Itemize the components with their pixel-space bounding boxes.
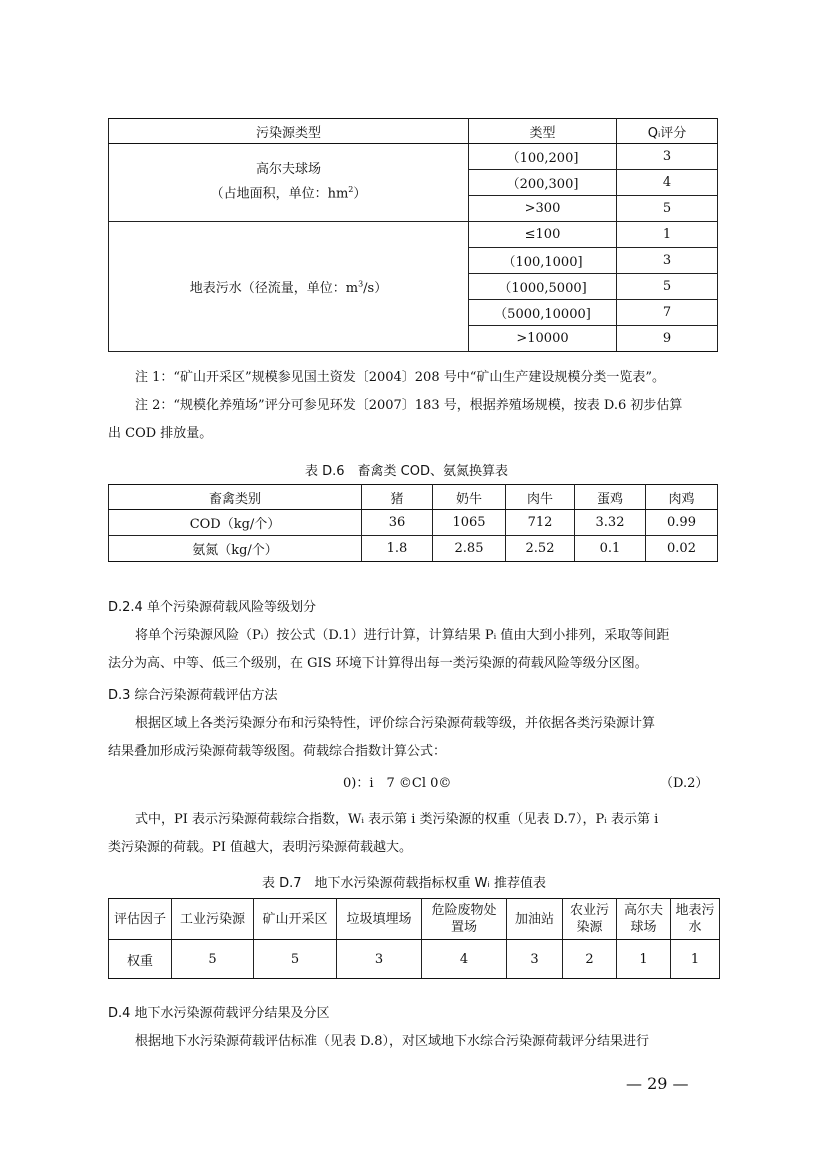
header-cell: 地表污水 bbox=[671, 899, 720, 940]
header-cell: 肉鸡 bbox=[646, 485, 718, 510]
header-cell: 蛋鸡 bbox=[575, 485, 646, 510]
table-cell: 0.02 bbox=[646, 536, 718, 562]
type-cell: （100,1000] bbox=[469, 248, 617, 274]
golf-course-label bbox=[109, 144, 469, 222]
section-d24-para-line2: 法分为高、中等、低三个级别，在 GIS 环境下计算得出每一类污染源的荷载风险等级分区图。 bbox=[108, 656, 648, 671]
table-cell: 0.1 bbox=[575, 536, 646, 562]
table-cell: COD（kg/个） bbox=[109, 510, 362, 536]
formula-number: （D.2） bbox=[660, 776, 709, 791]
pollution-source-score-table bbox=[108, 118, 718, 352]
table-cell: 0.99 bbox=[646, 510, 718, 536]
golf-label-line2 bbox=[109, 180, 468, 204]
table-cell: 氨氮（kg/个） bbox=[109, 536, 362, 562]
section-d3-para-line1: 根据区域上各类污染源分布和污染特性，评价综合污染源荷载等级，并依据各类污染源计算 bbox=[135, 716, 656, 731]
formula-desc-line1: 式中，PI 表示污染源荷载综合指数，Wᵢ 表示第 i 类污染源的权重（见表 D.7），Pᵢ 表示第 i bbox=[135, 812, 659, 827]
section-d3-para-line2: 结果叠加形成污染源荷载等级图。荷载综合指数计算公式： bbox=[108, 744, 447, 759]
section-d24-heading: D.2.4 单个污染源荷载风险等级划分 bbox=[108, 600, 316, 615]
water-label-text: 地表污水（径流量，单位：m bbox=[189, 281, 359, 296]
table-d7-caption: 表 D.7 地下水污染源荷载指标权重 Wᵢ 推荐值表 bbox=[262, 876, 546, 891]
type-cell: >10000 bbox=[469, 326, 617, 352]
type-cell: （200,300] bbox=[469, 170, 617, 196]
type-cell: （100,200] bbox=[469, 144, 617, 170]
section-d4-para-line1: 根据地下水污染源荷载评估标准（见表 D.8），对区域地下水综合污染源荷载评分结果进行 bbox=[135, 1034, 649, 1049]
table-row bbox=[109, 510, 718, 536]
table-header-row bbox=[109, 899, 720, 940]
header-cell: 奶牛 bbox=[433, 485, 506, 510]
surface-sewage-label bbox=[109, 222, 469, 352]
table-header-row bbox=[109, 119, 718, 144]
score-cell: 5 bbox=[617, 196, 718, 222]
table-row bbox=[109, 940, 720, 979]
header-cell: 农业污染源 bbox=[563, 899, 617, 940]
weight-cell: 4 bbox=[422, 940, 507, 979]
water-label-close: /s） bbox=[363, 281, 388, 296]
table-d6-caption: 表 D.6 畜禽类 COD、氨氮换算表 bbox=[305, 464, 508, 479]
note-1: 注 1：“矿山开采区”规模参见国土资发〔2004〕208 号中“矿山生产建设规模分类一览表”。 bbox=[135, 370, 666, 385]
table-row bbox=[109, 536, 718, 562]
header-cell: 肉牛 bbox=[506, 485, 575, 510]
score-cell: 7 bbox=[617, 300, 718, 326]
note-2-line2: 出 COD 排放量。 bbox=[108, 426, 213, 441]
type-cell: >300 bbox=[469, 196, 617, 222]
header-cell: 污染源类型 bbox=[109, 119, 469, 144]
score-cell: 5 bbox=[617, 274, 718, 300]
page-number: — 29 — bbox=[626, 1074, 689, 1093]
golf-label-line1: 高尔夫球场 bbox=[255, 162, 321, 178]
table-cell: 3.32 bbox=[575, 510, 646, 536]
section-d4-heading: D.4 地下水污染源荷载评分结果及分区 bbox=[108, 1006, 330, 1021]
weight-cell: 5 bbox=[254, 940, 337, 979]
golf-label-sup: 2 bbox=[348, 185, 354, 195]
note-2-line1: 注 2：“规模化养殖场”评分可参见环发〔2007〕183 号，根据养殖场规模，按表 D.6 初步估算 bbox=[135, 398, 683, 413]
formula-d2: 0)：i 7 ©Cl 0© bbox=[343, 776, 452, 791]
header-cell: 猪 bbox=[362, 485, 433, 510]
header-cell: 垃圾填埋场 bbox=[337, 899, 422, 940]
row-label-cell: 权重 bbox=[109, 940, 172, 979]
table-cell: 2.52 bbox=[506, 536, 575, 562]
section-d3-heading: D.3 综合污染源荷载评估方法 bbox=[108, 688, 278, 703]
header-cell: 畜禽类别 bbox=[109, 485, 362, 510]
weight-cell: 3 bbox=[337, 940, 422, 979]
header-cell: 加油站 bbox=[507, 899, 563, 940]
section-d24-para-line1: 将单个污染源风险（Pᵢ）按公式（D.1）进行计算，计算结果 Pᵢ 值由大到小排列，采取等间距 bbox=[135, 628, 670, 643]
score-cell: 3 bbox=[617, 144, 718, 170]
water-label-sup: 3 bbox=[358, 279, 364, 289]
table-header-row bbox=[109, 485, 718, 510]
livestock-conversion-table bbox=[108, 484, 718, 562]
formula-desc-line2: 类污染源的荷载。PI 值越大，表明污染源荷载越大。 bbox=[108, 840, 413, 855]
golf-label-close: ） bbox=[353, 186, 367, 202]
table-cell: 2.85 bbox=[433, 536, 506, 562]
weight-cell: 5 bbox=[172, 940, 254, 979]
header-cell: 评估因子 bbox=[109, 899, 172, 940]
header-cell: 高尔夫球场 bbox=[617, 899, 671, 940]
type-cell: （5000,10000] bbox=[469, 300, 617, 326]
table-cell: 1065 bbox=[433, 510, 506, 536]
header-cell: 危险废物处置场 bbox=[422, 899, 507, 940]
score-cell: 9 bbox=[617, 326, 718, 352]
golf-label-text: （占地面积，单位：hm bbox=[210, 186, 349, 202]
weight-cell: 3 bbox=[507, 940, 563, 979]
type-cell: （1000,5000] bbox=[469, 274, 617, 300]
header-cell: 类型 bbox=[469, 119, 617, 144]
type-cell: ≤100 bbox=[469, 222, 617, 248]
table-row bbox=[109, 222, 718, 248]
score-cell: 1 bbox=[617, 222, 718, 248]
weight-cell: 1 bbox=[617, 940, 671, 979]
score-cell: 4 bbox=[617, 170, 718, 196]
score-cell: 3 bbox=[617, 248, 718, 274]
table-cell: 712 bbox=[506, 510, 575, 536]
table-row bbox=[109, 144, 718, 170]
header-cell: 工业污染源 bbox=[172, 899, 254, 940]
header-cell: Qᵢ评分 bbox=[617, 119, 718, 144]
header-cell: 矿山开采区 bbox=[254, 899, 337, 940]
table-cell: 36 bbox=[362, 510, 433, 536]
table-cell: 1.8 bbox=[362, 536, 433, 562]
weight-recommendation-table bbox=[108, 898, 720, 979]
weight-cell: 2 bbox=[563, 940, 617, 979]
weight-cell: 1 bbox=[671, 940, 720, 979]
